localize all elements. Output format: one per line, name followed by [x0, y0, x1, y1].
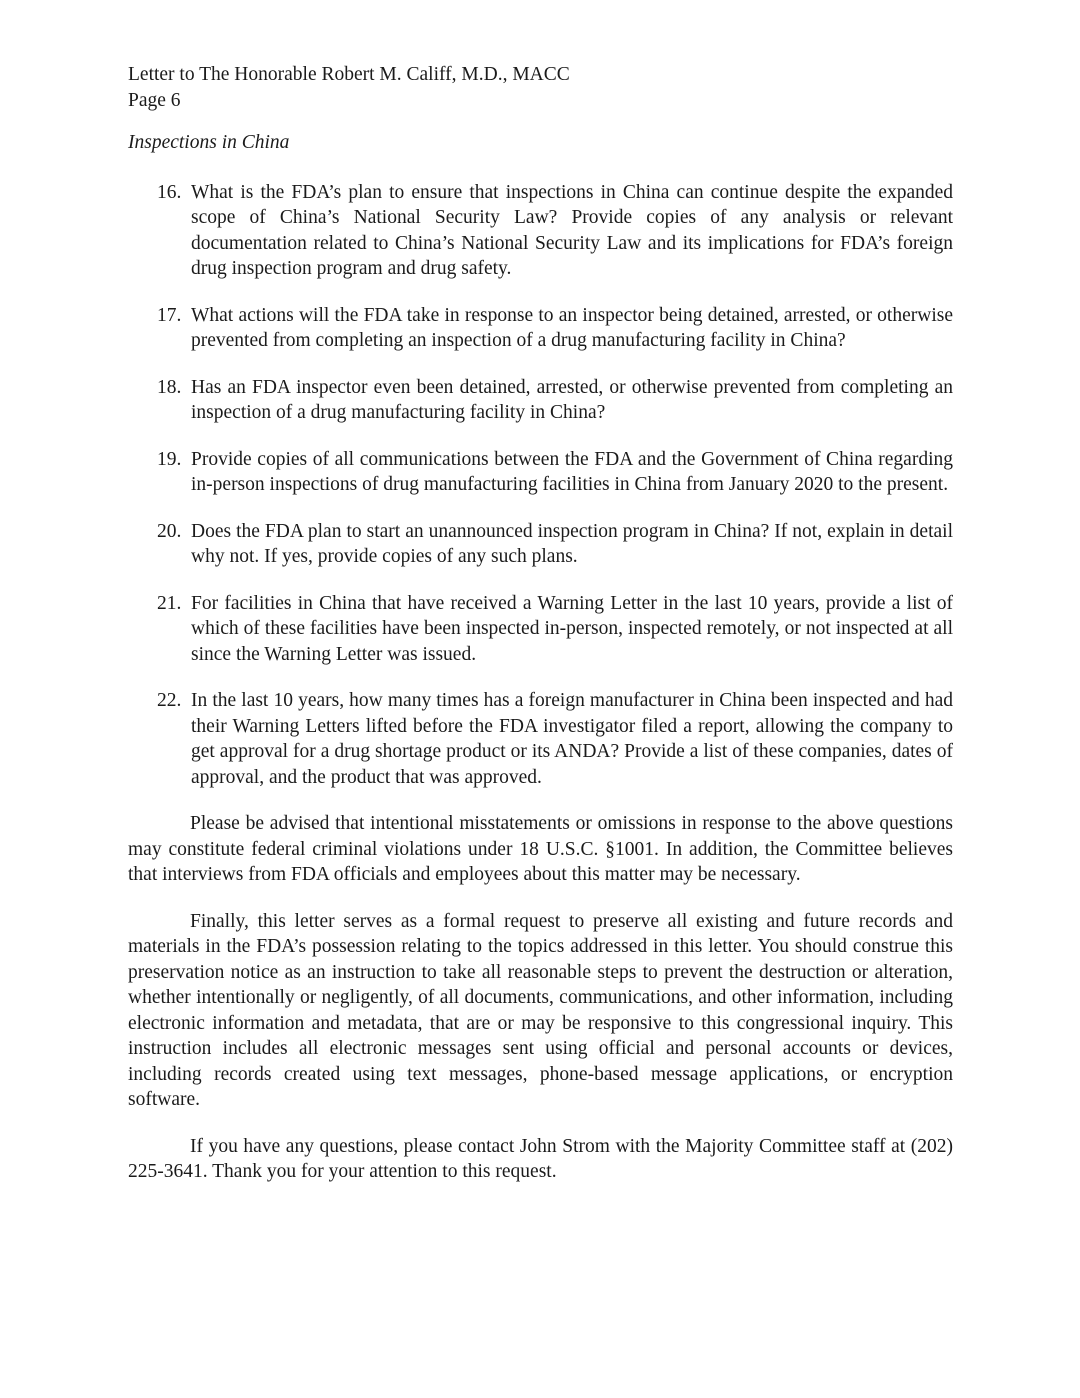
item-text: What actions will the FDA take in response to an inspector being detained, arrested, or otherwise prevented from completing an inspection of a drug manufacturing facility in China?	[191, 304, 953, 351]
item-number: 21.	[157, 592, 182, 614]
letter-header	[128, 62, 953, 114]
body-paragraph: If you have any questions, please contact John Strom with the Majority Committee staff at (202) 225-3641. Thank you for your attention to this request.	[128, 1135, 953, 1182]
list-item	[128, 303, 953, 354]
item-number: 16.	[157, 181, 182, 203]
question-list	[128, 180, 953, 791]
body-paragraph: Finally, this letter serves as a formal request to preserve all existing and future records and materials in the FDA’s possession relating to the topics addressed in this letter. You should construe this preservation notice as an instruction to take all reasonable steps to prevent the destruction or alteration, whether intentionally or negligently, of all documents, communications, and other information, including electronic information and metadata, that are or may be responsive to this congressional inquiry. This instruction includes all electronic messages sent using official and personal accounts or devices, including records created using text messages, phone-based message applications, or encryption software.	[128, 910, 953, 1110]
list-item	[128, 519, 953, 570]
header-recipient-line: Letter to The Honorable Robert M. Califf, M.D., MACC	[128, 64, 570, 85]
item-text: Provide copies of all communications between the FDA and the Government of China regarding in-person inspections of drug manufacturing facilities in China from January 2020 to the present.	[191, 448, 953, 495]
item-number: 18.	[157, 376, 182, 398]
item-text: Does the FDA plan to start an unannounced inspection program in China? If not, explain in detail why not. If yes, provide copies of any such plans.	[191, 520, 953, 567]
item-number: 17.	[157, 304, 182, 326]
item-number: 22.	[157, 690, 182, 711]
body-paragraph: Please be advised that intentional misstatements or omissions in response to the above questions may constitute federal criminal violations under 18 U.S.C. §1001. In addition, the Committee believes that interviews from FDA officials and employees about this matter may be necessary.	[128, 813, 953, 885]
item-text: Has an FDA inspector even been detained, arrested, or otherwise prevented from completing an inspection of a drug manufacturing facility in China?	[191, 376, 953, 423]
list-item	[128, 591, 953, 668]
item-text: What is the FDA’s plan to ensure that inspections in China can continue despite the expanded scope of China’s National Security Law? Provide copies of any analysis or relevant documentation related to China’s National Security Law and its implications for FDA’s foreign drug inspection program and drug safety.	[191, 181, 953, 279]
item-text: For facilities in China that have received a Warning Letter in the last 10 years, provide a list of which of these facilities have been inspected in-person, inspected remotely, or not inspected at all since the Warning Letter was issued.	[191, 592, 953, 665]
list-item	[128, 180, 953, 282]
item-text: In the last 10 years, how many times has a foreign manufacturer in China been inspected and had their Warning Letters lifted before the FDA investigator filed a report, allowing the company to get approval for a drug shortage product or its ANDA? Provide a list of these companies, dates of approval, and the product that was approved.	[191, 690, 953, 788]
list-item	[128, 447, 953, 498]
list-item	[128, 688, 953, 790]
list-item	[128, 375, 953, 426]
header-page-number: Page 6	[128, 90, 181, 111]
item-number: 20.	[157, 520, 182, 542]
section-heading: Inspections in China	[128, 132, 290, 153]
item-number: 19.	[157, 448, 182, 470]
